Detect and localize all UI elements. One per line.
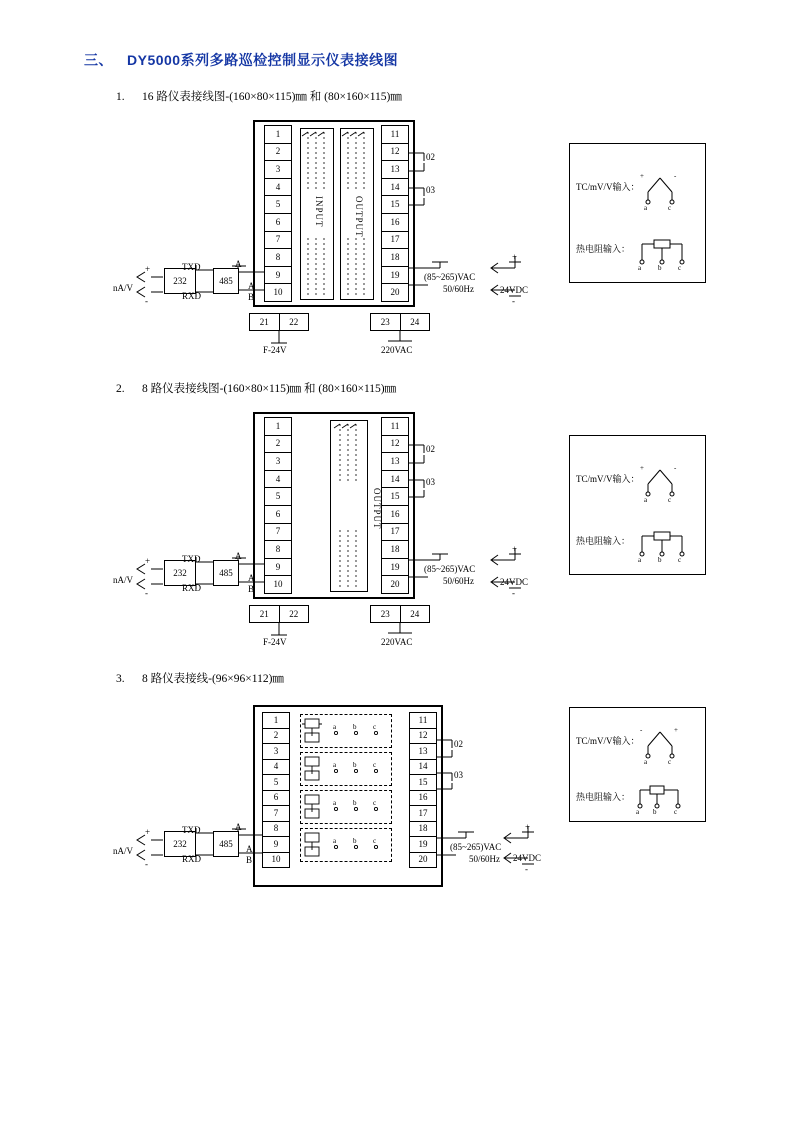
dc24-label-2: 24VDC bbox=[500, 577, 529, 587]
rs485-box-2: 485 bbox=[213, 560, 239, 586]
terminal-cell: 6 bbox=[265, 214, 291, 232]
terminal-cell: 3 bbox=[265, 453, 291, 471]
a-label-2b: A bbox=[248, 573, 255, 583]
panel-3-schematic bbox=[570, 708, 707, 823]
tc-pin-c-3: c bbox=[668, 758, 672, 766]
terminal-cell: 18 bbox=[410, 822, 436, 838]
terminal-cell: 13 bbox=[410, 744, 436, 760]
rs485-box-1: 485 bbox=[213, 268, 239, 294]
terminal-cell: 9 bbox=[263, 837, 289, 853]
terminal-cell: 15 bbox=[410, 775, 436, 791]
pin-b: b bbox=[353, 837, 357, 845]
terminal-cell: 21 bbox=[250, 606, 280, 622]
rs232-box-2: 232 bbox=[164, 560, 196, 586]
terminal-cell: 1 bbox=[265, 418, 291, 436]
terminal-cell: 23 bbox=[371, 606, 401, 622]
section-3-index: 3. bbox=[116, 673, 125, 685]
output-02-label-1: 02 bbox=[426, 152, 435, 162]
input-column-label-1: INPUT bbox=[314, 196, 324, 228]
terminal-cell: 3 bbox=[263, 744, 289, 760]
txd-label-2: TXD bbox=[182, 554, 201, 564]
tc-input-label-3: TC/mV/V输入： bbox=[576, 736, 640, 746]
a-label-3b: A bbox=[246, 844, 253, 854]
terminal-cell: 16 bbox=[382, 506, 408, 524]
txd-label-3: TXD bbox=[182, 825, 201, 835]
terminal-cell: 15 bbox=[382, 196, 408, 214]
pin-a: a bbox=[333, 799, 337, 807]
rxd-label-3: RXD bbox=[182, 854, 202, 864]
na-minus-3: - bbox=[145, 859, 148, 869]
tc-input-label-1: TC/mV/V输入： bbox=[576, 182, 640, 192]
terminal-cell: 19 bbox=[382, 559, 408, 577]
terminal-cell: 20 bbox=[390, 287, 400, 298]
ac220-label-1: 220VAC bbox=[381, 345, 413, 355]
terminal-cell: 21 bbox=[250, 314, 280, 330]
rtd-pin-c-2: c bbox=[678, 556, 682, 564]
section-2-text: 8 路仪表接线图-(160×80×115)㎜ 和 (80×160×115)㎜ bbox=[142, 383, 397, 395]
pin-c: c bbox=[373, 723, 377, 731]
terminal-cell: 2 bbox=[265, 144, 291, 162]
tc-plus-3: + bbox=[674, 726, 678, 734]
na-plus-3: + bbox=[145, 827, 151, 837]
rtd-pin-b-2: b bbox=[658, 556, 662, 564]
rtd-pin-a-2: a bbox=[638, 556, 642, 564]
dc24-minus-3: - bbox=[525, 864, 528, 874]
rtd-input-label-2: 热电阻输入： bbox=[576, 536, 631, 546]
a-label-3: A bbox=[235, 822, 242, 832]
terminal-cell: 16 bbox=[382, 214, 408, 232]
page-title-number: 三、 bbox=[84, 52, 113, 68]
rtd-pin-b-3: b bbox=[653, 808, 657, 816]
output-column-label-1: OUTPUT bbox=[354, 196, 364, 238]
terminal-cell: 1 bbox=[265, 126, 291, 144]
na-v-label-2: nA/V bbox=[113, 575, 133, 585]
terminal-cell: 11 bbox=[410, 713, 436, 729]
terminal-cell: 5 bbox=[263, 775, 289, 791]
rtd-input-label-3: 热电阻输入： bbox=[576, 792, 631, 802]
a-label-2: A bbox=[235, 551, 242, 561]
na-v-label-3: nA/V bbox=[113, 846, 133, 856]
terminal-cell: 4 bbox=[263, 760, 289, 776]
terminal-cell: 20 bbox=[418, 854, 428, 865]
terminal-cell: 8 bbox=[263, 822, 289, 838]
ac-freq-label-3: 50/60Hz bbox=[469, 854, 500, 864]
na-v-label-1: nA/V bbox=[113, 283, 133, 293]
terminal-cell: 13 bbox=[382, 161, 408, 179]
pin-b: b bbox=[353, 799, 357, 807]
dc24-plus-2: + bbox=[512, 544, 518, 554]
ac-range-label-2: (85~265)VAC bbox=[424, 564, 476, 574]
terminal-cell: 18 bbox=[382, 541, 408, 559]
rtd-pin-a-1: a bbox=[638, 264, 642, 272]
output-02-label-2: 02 bbox=[426, 444, 435, 454]
terminal-cell: 18 bbox=[382, 249, 408, 267]
terminal-cell: 6 bbox=[263, 791, 289, 807]
terminal-cell: 23 bbox=[371, 314, 401, 330]
terminal-cell: 7 bbox=[265, 232, 291, 250]
terminal-cell: 9 bbox=[265, 267, 291, 285]
terminal-cell: 16 bbox=[410, 791, 436, 807]
tc-plus-1: + bbox=[640, 172, 644, 180]
terminal-cell: 17 bbox=[382, 524, 408, 542]
f24v-label-2: F-24V bbox=[263, 637, 287, 647]
terminal-cell: 6 bbox=[265, 506, 291, 524]
rtd-pin-a-3: a bbox=[636, 808, 640, 816]
b-label-3: B bbox=[246, 855, 253, 865]
output-03-label-2: 03 bbox=[426, 477, 435, 487]
rtd-pin-b-1: b bbox=[658, 264, 662, 272]
terminal-cell: 7 bbox=[265, 524, 291, 542]
rxd-label-1: RXD bbox=[182, 291, 202, 301]
na-minus-1: - bbox=[145, 296, 148, 306]
tc-pin-c-2: c bbox=[668, 496, 672, 504]
terminal-cell: 19 bbox=[410, 837, 436, 853]
tc-pin-a-3: a bbox=[644, 758, 648, 766]
tc-pin-a-2: a bbox=[644, 496, 648, 504]
output-03-label-1: 03 bbox=[426, 185, 435, 195]
terminal-cell: 1 bbox=[263, 713, 289, 729]
terminal-cell: 10 bbox=[271, 854, 281, 865]
pin-b: b bbox=[353, 723, 357, 731]
output-column-label-2: OUTPUT bbox=[372, 488, 382, 530]
ac-range-label-1: (85~265)VAC bbox=[424, 272, 476, 282]
input-type-panel-3 bbox=[569, 707, 706, 822]
dc24-minus-2: - bbox=[512, 588, 515, 598]
terminal-cell: 8 bbox=[265, 541, 291, 559]
section-3-text: 8 路仪表接线-(96×96×112)㎜ bbox=[142, 673, 284, 685]
pin-c: c bbox=[373, 837, 377, 845]
na-minus-2: - bbox=[145, 588, 148, 598]
tc-pin-a-1: a bbox=[644, 204, 648, 212]
terminal-cell: 20 bbox=[390, 579, 400, 590]
terminal-cell: 10 bbox=[273, 287, 283, 298]
tc-minus-1: - bbox=[674, 172, 677, 180]
terminal-cell: 12 bbox=[410, 729, 436, 745]
terminal-cell: 2 bbox=[265, 436, 291, 454]
terminal-cell: 14 bbox=[382, 471, 408, 489]
terminal-cell: 5 bbox=[265, 488, 291, 506]
terminal-cell: 22 bbox=[289, 609, 299, 619]
ac-freq-label-2: 50/60Hz bbox=[443, 576, 474, 586]
tc-input-label-2: TC/mV/V输入： bbox=[576, 474, 640, 484]
ac220-label-2: 220VAC bbox=[381, 637, 413, 647]
a-label-1: A bbox=[235, 259, 242, 269]
pin-b: b bbox=[353, 761, 357, 769]
b-label-2: B bbox=[248, 584, 255, 594]
terminal-cell: 15 bbox=[382, 488, 408, 506]
page-title-text: DY5000系列多路巡检控制显示仪表接线图 bbox=[127, 52, 399, 68]
terminal-cell: 11 bbox=[382, 126, 408, 144]
pin-c: c bbox=[373, 761, 377, 769]
pin-a: a bbox=[333, 723, 337, 731]
ac-freq-label-1: 50/60Hz bbox=[443, 284, 474, 294]
rs232-box-1: 232 bbox=[164, 268, 196, 294]
b-label-1: B bbox=[248, 292, 255, 302]
terminal-cell: 24 bbox=[410, 317, 420, 327]
dc24-plus-3: + bbox=[525, 822, 531, 832]
dc24-label-3: 24VDC bbox=[513, 853, 542, 863]
tc-plus-2: + bbox=[640, 464, 644, 472]
terminal-cell: 2 bbox=[263, 729, 289, 745]
rxd-label-2: RXD bbox=[182, 583, 202, 593]
terminal-cell: 4 bbox=[265, 471, 291, 489]
rtd-pin-c-1: c bbox=[678, 264, 682, 272]
terminal-cell: 3 bbox=[265, 161, 291, 179]
terminal-cell: 10 bbox=[273, 579, 283, 590]
pin-c: c bbox=[373, 799, 377, 807]
terminal-cell: 11 bbox=[382, 418, 408, 436]
ac-range-label-3: (85~265)VAC bbox=[450, 842, 502, 852]
dc24-plus-1: + bbox=[512, 252, 518, 262]
pin-a: a bbox=[333, 761, 337, 769]
tc-pin-c-1: c bbox=[668, 204, 672, 212]
section-1-index: 1. bbox=[116, 91, 125, 103]
na-plus-1: + bbox=[145, 264, 151, 274]
a-label-1b: A bbox=[248, 281, 255, 291]
tc-minus-2: - bbox=[674, 464, 677, 472]
terminal-cell: 4 bbox=[265, 179, 291, 197]
terminal-cell: 12 bbox=[382, 144, 408, 162]
terminal-cell: 5 bbox=[265, 196, 291, 214]
terminal-cell: 19 bbox=[382, 267, 408, 285]
output-02-label-3: 02 bbox=[454, 739, 463, 749]
tc-minus-3: - bbox=[640, 726, 643, 734]
terminal-cell: 22 bbox=[289, 317, 299, 327]
pin-a: a bbox=[333, 837, 337, 845]
terminal-cell: 13 bbox=[382, 453, 408, 471]
terminal-cell: 17 bbox=[382, 232, 408, 250]
output-03-label-3: 03 bbox=[454, 770, 463, 780]
dc24-minus-1: - bbox=[512, 296, 515, 306]
terminal-cell: 9 bbox=[265, 559, 291, 577]
rs485-box-3: 485 bbox=[213, 831, 239, 857]
na-plus-2: + bbox=[145, 556, 151, 566]
terminal-cell: 7 bbox=[263, 806, 289, 822]
terminal-cell: 17 bbox=[410, 806, 436, 822]
terminal-cell: 8 bbox=[265, 249, 291, 267]
section-1-text: 16 路仪表接线图-(160×80×115)㎜ 和 (80×160×115)㎜ bbox=[142, 91, 402, 103]
txd-label-1: TXD bbox=[182, 262, 201, 272]
f24v-label-1: F-24V bbox=[263, 345, 287, 355]
terminal-cell: 14 bbox=[382, 179, 408, 197]
rs232-box-3: 232 bbox=[164, 831, 196, 857]
rtd-pin-c-3: c bbox=[674, 808, 678, 816]
terminal-cell: 12 bbox=[382, 436, 408, 454]
rtd-input-label-1: 热电阻输入： bbox=[576, 244, 631, 254]
dc24-label-1: 24VDC bbox=[500, 285, 529, 295]
terminal-cell: 14 bbox=[410, 760, 436, 776]
section-2-index: 2. bbox=[116, 383, 125, 395]
terminal-cell: 24 bbox=[410, 609, 420, 619]
